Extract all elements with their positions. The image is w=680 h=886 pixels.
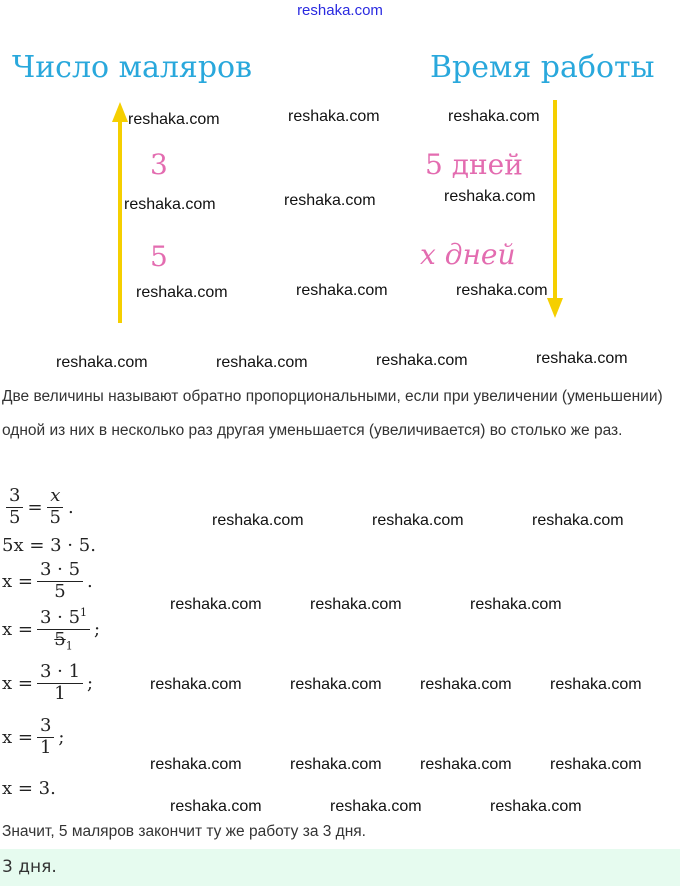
up-arrowhead-icon bbox=[112, 102, 128, 122]
right-column-title: Время работы bbox=[430, 50, 655, 85]
punct: . bbox=[87, 570, 93, 592]
time-value-1: 5 дней bbox=[425, 148, 523, 181]
painters-value-2: 5 bbox=[150, 240, 168, 273]
answer-box: 3 дня. bbox=[0, 849, 680, 886]
equation-5 bbox=[2, 662, 93, 704]
watermark: reshaka.com bbox=[56, 354, 148, 371]
denominator: 5 bbox=[54, 628, 66, 650]
watermark: reshaka.com bbox=[170, 596, 262, 613]
numerator: 3 bbox=[6, 486, 23, 508]
lhs: x = bbox=[2, 618, 33, 640]
numerator: 3 bbox=[37, 716, 54, 738]
watermark: reshaka.com bbox=[330, 798, 422, 815]
numerator-superscript: 1 bbox=[80, 606, 88, 619]
site-logo[interactable]: reshaka.com bbox=[297, 2, 383, 19]
conclusion-text: Значит, 5 маляров закончит ту же работу за 3 дня. bbox=[2, 823, 366, 840]
watermark: reshaka.com bbox=[420, 756, 512, 773]
denominator: 5 bbox=[9, 506, 21, 528]
time-value-2: x дней bbox=[420, 238, 516, 271]
equation-proportion bbox=[2, 486, 74, 528]
watermark: reshaka.com bbox=[490, 798, 582, 815]
watermark: reshaka.com bbox=[216, 354, 308, 371]
watermark: reshaka.com bbox=[532, 512, 624, 529]
watermark: reshaka.com bbox=[290, 676, 382, 693]
watermark: reshaka.com bbox=[288, 108, 380, 125]
numerator: 3 · 1 bbox=[37, 662, 83, 684]
down-arrowhead-icon bbox=[547, 298, 563, 318]
watermark: reshaka.com bbox=[296, 282, 388, 299]
equation-3 bbox=[2, 560, 93, 602]
painters-value-1: 3 bbox=[150, 148, 168, 181]
watermark: reshaka.com bbox=[456, 282, 548, 299]
watermark: reshaka.com bbox=[372, 512, 464, 529]
left-column-title: Число маляров bbox=[12, 50, 252, 85]
denominator-subscript: 1 bbox=[65, 639, 73, 653]
watermark: reshaka.com bbox=[128, 111, 220, 128]
equation-6 bbox=[2, 716, 65, 758]
punct: ; bbox=[58, 726, 65, 748]
watermark: reshaka.com bbox=[170, 798, 262, 815]
watermark: reshaka.com bbox=[136, 284, 228, 301]
denominator: 5 bbox=[54, 580, 66, 602]
watermark: reshaka.com bbox=[290, 756, 382, 773]
numerator: 3 · 5 bbox=[37, 560, 83, 582]
punct: . bbox=[68, 496, 74, 518]
numerator: 3 · 5 bbox=[39, 607, 81, 628]
watermark: reshaka.com bbox=[470, 596, 562, 613]
watermark: reshaka.com bbox=[550, 676, 642, 693]
equals: = bbox=[27, 496, 43, 518]
definition-text: Две величины называют обратно пропорциональными, если при увеличении (уменьшении) одной из них в несколько раз другая уменьшается (увеличивается) во столько же раз. bbox=[2, 388, 663, 439]
lhs: x = bbox=[2, 726, 33, 748]
punct: ; bbox=[87, 672, 94, 694]
down-arrow-icon bbox=[553, 100, 557, 300]
denominator: 5 bbox=[49, 506, 61, 528]
watermark: reshaka.com bbox=[536, 350, 628, 367]
denominator: 1 bbox=[39, 736, 52, 758]
denominator: 1 bbox=[54, 682, 66, 704]
equation-2: 5x = 3 · 5. bbox=[2, 535, 96, 556]
watermark: reshaka.com bbox=[448, 108, 540, 125]
watermark: reshaka.com bbox=[444, 188, 536, 205]
watermark: reshaka.com bbox=[150, 676, 242, 693]
punct: ; bbox=[94, 618, 101, 640]
equation-4 bbox=[2, 606, 101, 653]
watermark: reshaka.com bbox=[420, 676, 512, 693]
watermark: reshaka.com bbox=[150, 756, 242, 773]
watermark: reshaka.com bbox=[310, 596, 402, 613]
watermark: reshaka.com bbox=[376, 352, 468, 369]
watermark: reshaka.com bbox=[212, 512, 304, 529]
up-arrow-icon bbox=[118, 118, 122, 323]
watermark: reshaka.com bbox=[124, 196, 216, 213]
numerator: x bbox=[47, 486, 63, 508]
lhs: x = bbox=[2, 672, 33, 694]
watermark: reshaka.com bbox=[284, 192, 376, 209]
watermark: reshaka.com bbox=[550, 756, 642, 773]
lhs: x = bbox=[2, 570, 33, 592]
equation-result: x = 3. bbox=[2, 778, 56, 799]
